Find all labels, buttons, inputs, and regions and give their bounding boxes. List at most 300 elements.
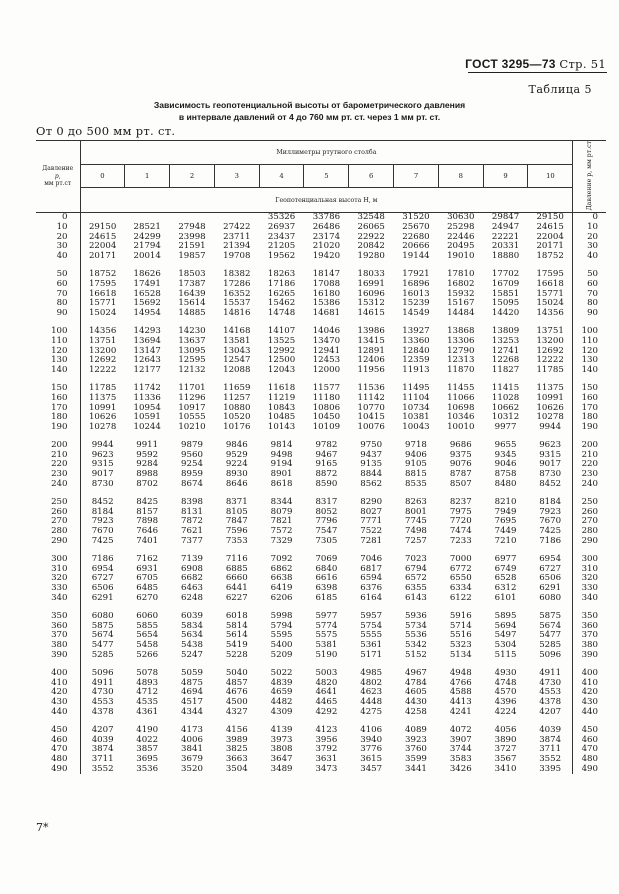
height-cell: 3679	[181, 753, 203, 764]
pressure-cell-right: 60	[573, 280, 606, 290]
height-cell: 4056	[494, 725, 517, 736]
height-cell: 17595	[80, 280, 125, 290]
height-cell: 10076	[357, 421, 385, 432]
height-cell: 11870	[447, 364, 475, 375]
height-cell: 4967	[405, 668, 427, 679]
height-cell: 15024	[80, 309, 125, 319]
pressure-cell: 20	[36, 233, 80, 243]
height-cell: 5654	[136, 630, 159, 641]
height-cell: 10662	[491, 402, 520, 413]
height-cell: 9814	[270, 440, 293, 451]
pressure-cell: 230	[36, 470, 80, 480]
pressure-cell: 90	[36, 309, 80, 319]
pressure-cell-right: 490	[573, 765, 606, 775]
pressure-cell: 380	[36, 641, 80, 651]
pressure-cell: 360	[36, 622, 80, 632]
height-cell: 6376	[360, 583, 383, 593]
pressure-cell-right: 50	[573, 270, 606, 280]
height-cell: 18382	[223, 269, 251, 280]
height-cell: 7872	[181, 516, 203, 527]
pressure-cell-right: 30	[573, 242, 606, 252]
height-cell: 29150	[80, 223, 125, 233]
height-cell: 6528	[494, 573, 517, 584]
height-cell: 6419	[270, 583, 293, 593]
height-cell: 8184	[80, 508, 125, 518]
height-cell: 5957	[360, 611, 383, 622]
height-cell: 5400	[270, 639, 293, 650]
height-cell: 8646	[225, 478, 248, 489]
height-cell: 5774	[315, 620, 338, 631]
height-cell: 5059	[181, 668, 203, 679]
height-cell: 5040	[225, 668, 248, 679]
height-cell: 9437	[360, 449, 383, 460]
pressure-cell: 400	[36, 669, 80, 679]
height-cell: 13694	[133, 335, 161, 346]
height-cell: 6291	[80, 594, 125, 604]
height-cell: 29847	[491, 212, 520, 223]
height-cell: 15771	[80, 299, 125, 309]
height-cell: 16180	[312, 288, 341, 299]
height-cell: 8590	[315, 478, 338, 489]
height-cell: 12891	[357, 345, 385, 356]
height-cell: 11785	[536, 364, 564, 375]
height-cell: 12595	[178, 355, 206, 366]
height-cell: 20014	[133, 250, 161, 261]
height-cell: 6101	[494, 592, 517, 603]
height-cell: 7720	[449, 516, 472, 527]
height-cell: 8157	[136, 506, 159, 517]
height-cell: 11296	[178, 392, 206, 403]
height-cell: 6638	[270, 573, 293, 584]
height-cell: 4517	[181, 696, 203, 707]
height-cell: 25298	[447, 222, 475, 232]
height-cell: 14168	[223, 326, 251, 337]
height-cell: 7670	[539, 516, 562, 527]
height-cell: 10806	[312, 402, 341, 413]
height-cell: 5266	[136, 649, 159, 660]
height-cell: 9135	[360, 459, 383, 470]
height-cell: 5096	[80, 669, 125, 679]
height-cell: 3907	[449, 734, 472, 745]
height-cell: 9686	[449, 440, 472, 451]
pressure-cell-right: 420	[573, 688, 606, 698]
height-cell: 10991	[80, 404, 125, 414]
height-cell: 10485	[267, 412, 296, 423]
height-cell: 14484	[447, 307, 475, 318]
pressure-cell-right: 260	[573, 508, 606, 518]
height-cell: 10520	[223, 412, 251, 423]
height-cell: 13306	[447, 335, 475, 346]
pressure-cell-right: 280	[573, 527, 606, 537]
height-cell: 9623	[539, 440, 562, 451]
height-cell: 4430	[405, 696, 427, 707]
height-cell: 5361	[360, 639, 383, 650]
height-cell: 12406	[357, 355, 385, 366]
pressure-cell-right: 440	[573, 708, 606, 718]
height-cell: 5875	[80, 622, 125, 632]
height-cell: 10210	[178, 421, 206, 432]
height-cell: 8105	[225, 506, 248, 517]
height-cell: 3552	[80, 765, 125, 775]
height-cell: 16618	[80, 290, 125, 300]
height-cell: 10843	[267, 402, 296, 413]
height-cell: 6060	[136, 611, 159, 622]
height-cell: 33786	[312, 212, 341, 223]
pressure-cell: 270	[36, 517, 80, 527]
height-cell: 5936	[405, 611, 427, 622]
pressure-cell: 470	[36, 745, 80, 755]
height-cell: 6080	[539, 592, 562, 603]
height-cell: 8562	[360, 478, 383, 489]
height-cell: 9194	[270, 459, 293, 470]
height-cell: 12043	[267, 364, 296, 375]
height-cell: 7572	[270, 526, 293, 537]
height-cell: 13253	[491, 335, 520, 346]
height-cell: 4224	[494, 706, 517, 717]
pressure-cell: 110	[36, 337, 80, 347]
height-cell: 10626	[80, 413, 125, 423]
height-cell: 21020	[312, 241, 341, 252]
height-cell: 11827	[491, 364, 520, 375]
column-header: 2	[170, 164, 215, 188]
height-cell: 18033	[357, 269, 385, 280]
height-cell: 7092	[270, 554, 293, 565]
header-rule	[468, 72, 607, 73]
height-cell: 4396	[494, 696, 517, 707]
pressure-cell-right: 0	[573, 213, 606, 223]
height-cell: 14356	[80, 327, 125, 337]
pressure-cell-right: 160	[573, 394, 606, 404]
height-cell: 3792	[315, 744, 338, 755]
height-cell: 4893	[136, 677, 159, 688]
pressure-cell-right: 20	[573, 233, 606, 243]
height-cell: 8398	[181, 497, 203, 508]
pressure-cell-right: 350	[573, 612, 606, 622]
page-header	[465, 57, 606, 71]
pressure-cell: 210	[36, 451, 80, 461]
height-cell: 13637	[178, 335, 206, 346]
table-body	[36, 213, 606, 774]
height-cell: 3874	[80, 745, 125, 755]
height-cell: 4676	[225, 687, 248, 698]
height-cell: 8052	[315, 506, 338, 517]
pressure-cell: 180	[36, 413, 80, 423]
height-cell: 8901	[270, 469, 293, 480]
height-cell: 17595	[536, 269, 564, 280]
height-cell: 6506	[539, 573, 562, 584]
height-cell: 3923	[405, 734, 427, 745]
height-cell: 7281	[360, 535, 383, 546]
height-cell: 13147	[133, 345, 161, 356]
height-cell: 9165	[315, 459, 338, 470]
height-cell: 5834	[181, 620, 203, 631]
height-cell: 6682	[181, 573, 203, 584]
height-cell: 3808	[270, 744, 293, 755]
pressure-cell-right: 370	[573, 631, 606, 641]
pressure-header-right: Давление p, мм рт.ст	[573, 141, 606, 213]
pressure-cell: 100	[36, 327, 80, 337]
height-cell: 9977	[494, 421, 517, 432]
height-cell: 22922	[357, 231, 385, 242]
height-cell: 4482	[270, 696, 293, 707]
height-cell: 15932	[447, 288, 475, 299]
pressure-cell-right: 140	[573, 366, 606, 376]
height-cell: 16802	[447, 278, 475, 289]
height-cell: 7116	[225, 554, 248, 565]
height-cell: 15386	[312, 298, 341, 309]
height-cell: 11913	[402, 364, 430, 375]
height-cell: 4535	[136, 696, 159, 707]
height-cell: 4911	[80, 679, 125, 689]
pressure-cell: 160	[36, 394, 80, 404]
height-cell: 9498	[270, 449, 293, 460]
height-cell: 4022	[136, 734, 159, 745]
height-cell: 21591	[178, 241, 206, 252]
pressure-header-left: Давление p, мм рт.ст	[36, 141, 80, 213]
height-cell: 16991	[357, 278, 385, 289]
height-cell: 8079	[270, 506, 293, 517]
height-cell: 9750	[360, 440, 383, 451]
column-header: 0	[80, 164, 125, 188]
height-cell: 7353	[225, 535, 248, 546]
pressure-cell: 150	[36, 384, 80, 394]
height-cell: 6164	[360, 592, 383, 603]
pressure-cell-right: 100	[573, 327, 606, 337]
height-cell: 3989	[225, 734, 248, 745]
height-cell: 26486	[312, 222, 341, 232]
height-cell: 7923	[80, 517, 125, 527]
height-cell: 5381	[315, 639, 338, 650]
height-cell: 9623	[80, 451, 125, 461]
height-cell: 9315	[80, 460, 125, 470]
height-cell: 5342	[405, 639, 427, 650]
height-cell: 12992	[267, 345, 296, 356]
height-cell: 3520	[181, 763, 203, 774]
height-cell: 17810	[447, 269, 475, 280]
pressure-cell: 140	[36, 366, 80, 376]
pressure-cell-right: 80	[573, 299, 606, 309]
height-cell: 20171	[536, 241, 564, 252]
height-cell: 12643	[133, 355, 161, 366]
height-cell: 7046	[360, 554, 383, 565]
pressure-cell: 200	[36, 441, 80, 451]
height-cell: 7975	[449, 506, 472, 517]
height-cell: 11701	[178, 383, 206, 394]
height-cell: 8184	[539, 497, 562, 508]
height-cell: 3841	[181, 744, 203, 755]
height-cell: 8317	[315, 497, 338, 508]
height-cell: 9879	[181, 440, 203, 451]
height-cell: 6270	[136, 592, 159, 603]
height-cell: 14356	[536, 307, 564, 318]
height-cell: 5674	[539, 620, 562, 631]
height-cell: 6143	[405, 592, 427, 603]
height-cell: 6727	[80, 574, 125, 584]
height-cell: 12500	[267, 355, 296, 366]
pressure-cell: 490	[36, 765, 80, 775]
height-cell: 4361	[136, 706, 159, 717]
height-cell: 6885	[225, 563, 248, 574]
pressure-cell: 370	[36, 631, 80, 641]
height-cell: 5096	[539, 649, 562, 660]
height-cell: 3890	[494, 734, 517, 745]
height-cell: 5754	[360, 620, 383, 631]
height-cell: 19280	[357, 250, 385, 261]
height-cell: 6931	[136, 563, 159, 574]
height-cell: 7425	[539, 526, 562, 537]
height-cell: 6398	[315, 583, 338, 593]
height-cell: 4258	[405, 706, 427, 717]
height-cell: 6572	[405, 573, 427, 584]
height-cell: 22004	[536, 231, 564, 242]
pressure-cell-right: 40	[573, 252, 606, 262]
height-cell: 15462	[267, 298, 296, 309]
height-cell: 16096	[357, 288, 385, 299]
height-cell: 6616	[315, 573, 338, 584]
height-cell: 7023	[405, 554, 427, 565]
height-cell: 11956	[357, 364, 385, 375]
height-cell: 16896	[402, 278, 430, 289]
height-cell: 7547	[315, 526, 338, 537]
pressure-cell: 50	[36, 270, 80, 280]
height-cell: 6977	[494, 554, 517, 565]
height-cell: 4465	[315, 696, 338, 707]
height-cell: 4207	[539, 706, 562, 717]
pressure-cell-right: 190	[573, 423, 606, 433]
pressure-cell: 390	[36, 651, 80, 661]
pressure-cell: 130	[36, 356, 80, 366]
height-cell: 5115	[494, 649, 517, 660]
height-cell: 16013	[402, 288, 430, 299]
height-cell: 12692	[80, 356, 125, 366]
height-cell: 12088	[223, 364, 251, 375]
pressure-cell-right: 130	[573, 356, 606, 366]
table-row	[36, 708, 606, 718]
pressure-cell-right: 70	[573, 290, 606, 300]
column-header: 4	[259, 164, 304, 188]
height-cell: 6312	[494, 583, 517, 593]
height-cell: 8674	[181, 478, 203, 489]
height-cell: 3631	[315, 753, 338, 764]
height-cell: 9718	[405, 440, 427, 451]
height-cell: 11104	[402, 392, 430, 403]
height-cell: 15024	[536, 298, 564, 309]
height-cell: 15312	[357, 298, 385, 309]
height-cell: 13415	[357, 335, 385, 346]
height-cell: 14549	[402, 307, 430, 318]
height-cell: 7139	[181, 554, 203, 565]
height-cell: 13581	[223, 335, 251, 346]
height-cell: 16709	[491, 278, 520, 289]
height-cell: 10450	[312, 412, 341, 423]
height-cell: 13095	[178, 345, 206, 356]
height-cell: 8930	[225, 469, 248, 480]
height-cell: 4344	[181, 706, 203, 717]
column-header: 1	[125, 164, 170, 188]
height-cell: 9017	[80, 470, 125, 480]
height-cell: 6705	[136, 573, 159, 584]
height-cell: 4207	[80, 726, 125, 736]
height-cell: 11785	[80, 384, 125, 394]
height-cell: 10954	[133, 402, 161, 413]
height-cell: 5814	[225, 620, 248, 631]
height-cell: 6817	[360, 563, 383, 574]
height-cell: 4500	[225, 696, 248, 707]
height-cell: 13525	[267, 335, 296, 346]
height-cell: 8815	[405, 469, 427, 480]
height-cell: 17702	[491, 269, 520, 280]
height-cell: 9655	[494, 440, 517, 451]
height-cell: 11219	[267, 392, 296, 403]
height-cell: 13986	[357, 326, 385, 337]
column-header: 6	[349, 164, 394, 188]
height-cell: 3441	[405, 763, 427, 774]
height-cell: 3599	[405, 753, 427, 764]
height-cell: 4327	[225, 706, 248, 717]
height-cell: 12177	[133, 364, 161, 375]
pressure-cell-right: 450	[573, 726, 606, 736]
pressure-cell-right: 180	[573, 413, 606, 423]
height-cell: 3457	[360, 763, 383, 774]
height-cell: 12313	[447, 355, 475, 366]
height-cell: 14885	[178, 307, 206, 318]
height-cell: 14681	[312, 307, 341, 318]
height-cell: 9017	[539, 459, 562, 470]
height-cell: 19420	[312, 250, 341, 261]
pressure-cell: 260	[36, 508, 80, 518]
height-cell: 7847	[225, 516, 248, 527]
height-cell: 28521	[133, 222, 161, 232]
height-cell: 5078	[136, 668, 159, 679]
height-cell: 14816	[223, 307, 251, 318]
height-cell: 4730	[80, 688, 125, 698]
height-cell: 14107	[267, 326, 296, 337]
height-cell: 8844	[360, 469, 383, 480]
height-cell: 7000	[449, 554, 472, 565]
height-cell: 5855	[136, 620, 159, 631]
height-cell: 22446	[447, 231, 475, 242]
height-cell: 4309	[270, 706, 293, 717]
height-cell: 16352	[223, 288, 251, 299]
height-cell: 3395	[539, 763, 562, 774]
height-cell: 19857	[178, 250, 206, 261]
height-cell: 3504	[225, 763, 248, 774]
height-cell: 18880	[491, 250, 520, 261]
height-cell: 10043	[402, 421, 430, 432]
height-cell: 6334	[449, 583, 472, 593]
height-cell: 4039	[80, 736, 125, 746]
height-cell: 3410	[494, 763, 517, 774]
table-title	[0, 99, 619, 123]
height-cell: 13751	[536, 326, 564, 337]
height-cell: 7522	[360, 526, 383, 537]
pressure-cell-right: 170	[573, 404, 606, 414]
height-cell: 16265	[267, 288, 296, 299]
height-cell: 7949	[494, 506, 517, 517]
height-cell: 4413	[449, 696, 472, 707]
height-cell: 10244	[133, 421, 161, 432]
height-cell: 11455	[447, 383, 475, 394]
height-cell: 22004	[80, 242, 125, 252]
height-cell: 8758	[494, 469, 517, 480]
pressure-cell-right: 480	[573, 755, 606, 765]
height-cell: 12000	[312, 364, 341, 375]
pressure-cell: 240	[36, 480, 80, 490]
height-cell: 6594	[360, 573, 383, 584]
pressure-cell: 30	[36, 242, 80, 252]
pressure-cell-right: 210	[573, 451, 606, 461]
height-cell: 10770	[357, 402, 385, 413]
